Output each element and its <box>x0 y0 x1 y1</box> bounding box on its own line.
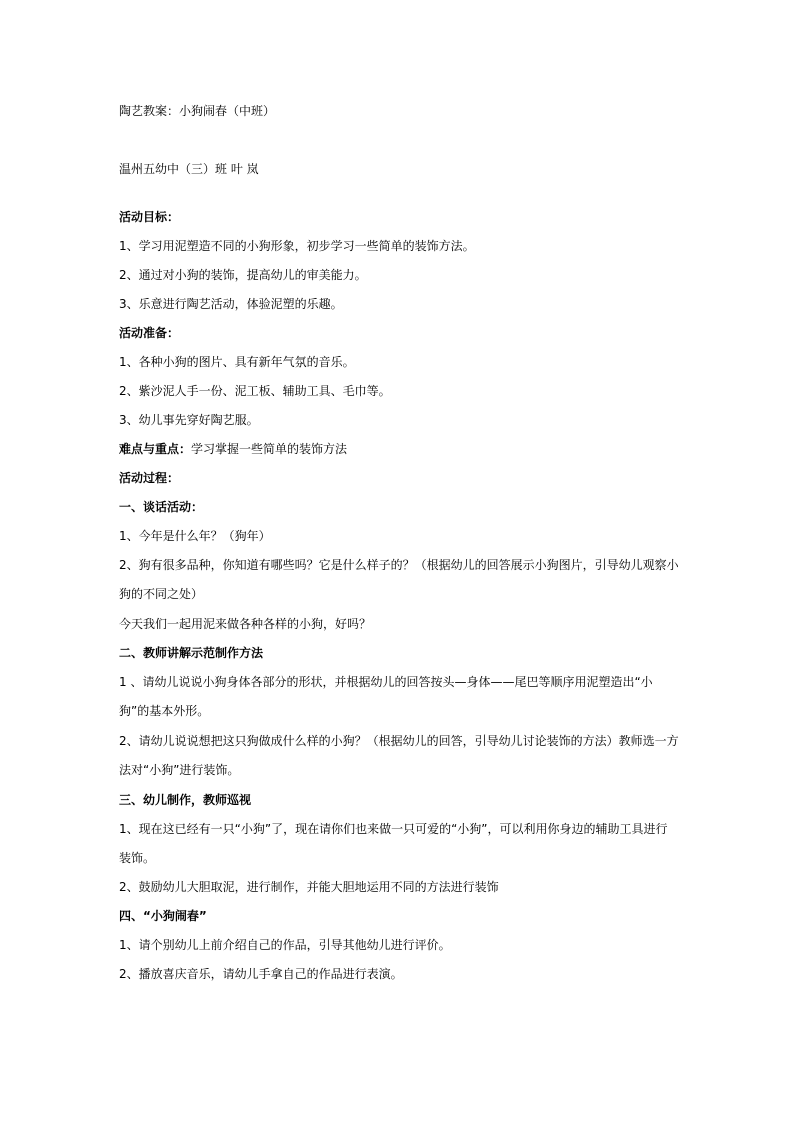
preparation-item-2: 2、紫沙泥人手一份、泥工板、辅助工具、毛巾等。 <box>119 384 391 398</box>
section3-heading: 三、幼儿制作，教师巡视 <box>119 793 252 807</box>
difficulty-text: 学习掌握一些简单的装饰方法 <box>191 442 348 456</box>
section2-item-2: 2、请幼儿说说想把这只狗做成什么样的小狗？（根据幼儿的回答，引导幼儿讨论装饰的方法）教师选一方法对“小狗”进行装饰。 <box>119 734 679 777</box>
document-title: 陶艺教案：小狗闹春（中班） <box>119 104 276 118</box>
goal-item-1: 1、学习用泥塑造不同的小狗形象，初步学习一些简单的装饰方法。 <box>119 239 475 253</box>
section3-item-2: 2、鼓励幼儿大胆取泥，进行制作，并能大胆地运用不同的方法进行装饰 <box>119 880 499 894</box>
author-line: 温州五幼中（三）班 叶 岚 <box>119 162 259 176</box>
goals-heading: 活动目标： <box>119 210 180 224</box>
process-heading: 活动过程： <box>119 471 180 485</box>
preparation-item-1: 1、各种小狗的图片、具有新年气氛的音乐。 <box>119 355 355 369</box>
section1-item-3: 今天我们一起用泥来做各种各样的小狗，好吗？ <box>119 617 372 631</box>
section1-item-2: 2、狗有很多品种，你知道有哪些吗？它是什么样子的？（根据幼儿的回答展示小狗图片，引导幼儿观察小狗的不同之处） <box>119 558 679 601</box>
difficulty-label: 难点与重点： <box>119 442 192 456</box>
preparation-heading: 活动准备： <box>119 326 180 340</box>
section4-item-2: 2、播放喜庆音乐，请幼儿手拿自己的作品进行表演。 <box>119 967 403 981</box>
goal-item-2: 2、通过对小狗的装饰，提高幼儿的审美能力。 <box>119 268 367 282</box>
difficulty-line <box>119 442 679 457</box>
section3-item-1: 1、现在这已经有一只“小狗”了，现在请你们也来做一只可爱的“小狗”，可以利用你身边的辅助工具进行装饰。 <box>119 822 668 865</box>
goal-item-3: 3、乐意进行陶艺活动，体验泥塑的乐趣。 <box>119 297 343 311</box>
preparation-item-3: 3、幼儿事先穿好陶艺服。 <box>119 413 259 427</box>
section1-item-1: 1、今年是什么年？（狗年） <box>119 529 271 543</box>
section4-item-1: 1、请个别幼儿上前介绍自己的作品，引导其他幼儿进行评价。 <box>119 938 451 952</box>
section1-heading: 一、谈话活动： <box>119 500 204 514</box>
section2-item-1: 1 、请幼儿说说小狗身体各部分的形状，并根据幼儿的回答按头—身体——尾巴等顺序用泥塑造出“小狗”的基本外形。 <box>119 675 653 718</box>
section4-heading: 四、“小狗闹春” <box>119 909 207 923</box>
section2-heading: 二、教师讲解示范制作方法 <box>119 646 264 660</box>
